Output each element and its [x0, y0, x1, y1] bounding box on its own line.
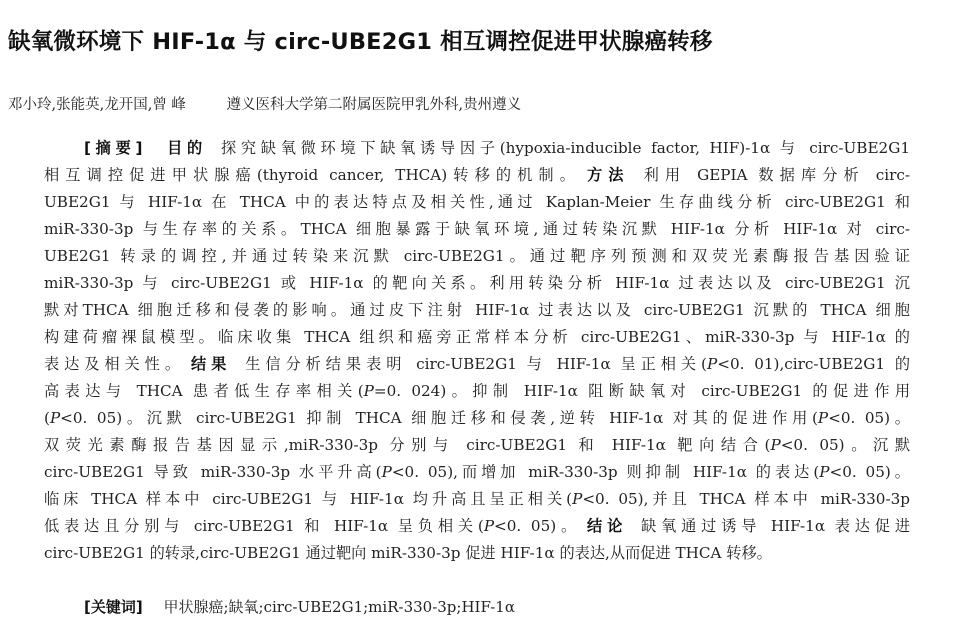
- abstract-text: UBE2G1 与 HIF-1α 在 THCA 中的表达特点及相关性,通过 Kaplan-Meier 生存曲线分析 circ-UBE2G1 和: [44, 193, 910, 211]
- abstract-line: [44, 270, 910, 297]
- abstract-line: [44, 378, 910, 405]
- abstract-text: 生信分析结果表明 circ-UBE2G1 与 HIF-1α 呈正相关(: [245, 355, 707, 373]
- section-heading: 目的: [162, 139, 207, 157]
- section-heading: 结果: [190, 355, 232, 373]
- stat-symbol: P: [819, 463, 830, 481]
- abstract-text: 构建荷瘤裸鼠模型。临床收集 THCA 组织和癌旁正常样本分析 circ-UBE2G1、miR-330-3p 与 HIF-1α 的: [44, 328, 910, 346]
- abstract-text: 缺氧通过诱导 HIF-1α 表达促进: [641, 517, 911, 535]
- abstract-line: [44, 432, 910, 459]
- abstract-line: [44, 243, 910, 270]
- abstract-line: [44, 513, 910, 540]
- abstract-text: 探究缺氧微环境下缺氧诱导因子(hypoxia-inducible factor, HIF)-1α 与 circ-UBE2G1: [220, 139, 910, 157]
- abstract-text: <0. 01),circ-UBE2G1 的: [717, 355, 911, 373]
- section-heading: 结论: [587, 517, 628, 535]
- abstract-text: 相互调控促进甲状腺癌(thyroid cancer, THCA)转移的机制。: [44, 166, 581, 184]
- abstract-line: [44, 486, 910, 513]
- keywords-line: [84, 596, 924, 617]
- abstract-text: (: [44, 409, 50, 427]
- abstract-line: [44, 540, 910, 567]
- abstract-text: 默对THCA 细胞迁移和侵袭的影响。通过皮下注射 HIF-1α 过表达以及 circ-UBE2G1 沉默的 THCA 细胞: [44, 301, 910, 319]
- abstract-line: [44, 324, 910, 351]
- abstract-text: miR-330-3p 与 circ-UBE2G1 或 HIF-1α 的靶向关系。利用转染分析 HIF-1α 过表达以及 circ-UBE2G1 沉: [44, 274, 910, 292]
- abstract-text: <0. 05),而增加 miR-330-3p 则抑制 HIF-1α 的表达(: [391, 463, 820, 481]
- abstract-text: 低表达且分别与 circ-UBE2G1 和 HIF-1α 呈负相关(: [44, 517, 484, 535]
- abstract-text: =0. 024)。抑制 HIF-1α 阻断缺氧对 circ-UBE2G1 的促进作用: [373, 382, 911, 400]
- abstract-text: 临床 THCA 样本中 circ-UBE2G1 与 HIF-1α 均升高且呈正相关(: [44, 490, 573, 508]
- author-names: 邓小玲,张能英,龙开国,曾 峰: [8, 97, 186, 113]
- abstract-text: <0. 05)。: [828, 409, 910, 427]
- abstract-line: [44, 297, 910, 324]
- abstract-line: [44, 162, 910, 189]
- paper-title: 缺氧微环境下 HIF-1α 与 circ-UBE2G1 相互调控促进甲状腺癌转移: [8, 29, 713, 55]
- keywords-label: [关键词]: [84, 598, 143, 616]
- abstract-line: [44, 459, 910, 486]
- stat-symbol: P: [770, 436, 781, 454]
- abstract-text: 双荧光素酶报告基因显示,miR-330-3p 分别与 circ-UBE2G1 和 HIF-1α 靶向结合(: [44, 436, 771, 454]
- stat-symbol: P: [49, 409, 61, 427]
- abstract-text: 表达及相关性。: [44, 355, 185, 373]
- abstract-text: miR-330-3p 与生存率的关系。THCA 细胞暴露于缺氧环境,通过转染沉默 HIF-1α 分析 HIF-1α 对 circ-: [44, 220, 910, 238]
- abstract-text: circ-UBE2G1 导致 miR-330-3p 水平升高(: [44, 463, 382, 481]
- abstract-text: <0. 05)。: [829, 463, 910, 481]
- stat-symbol: P: [572, 490, 583, 508]
- abstract-line: [44, 351, 910, 378]
- stat-symbol: P: [363, 382, 374, 400]
- abstract-text: <0. 05)。沉默: [780, 436, 911, 454]
- abstract-text: <0. 05)。: [494, 517, 582, 535]
- abstract-text: circ-UBE2G1 的转录,circ-UBE2G1 通过靶向 miR-330-3p 促进 HIF-1α 的表达,从而促进 THCA 转移。: [44, 544, 772, 562]
- abstract-line: [44, 405, 910, 432]
- author-line: [8, 93, 958, 114]
- section-heading: 方法: [587, 166, 630, 184]
- abstract-line: [44, 216, 910, 243]
- abstract-text: <0. 05),并且 THCA 样本中 miR-330-3p: [582, 490, 910, 508]
- stat-symbol: P: [483, 517, 495, 535]
- keywords-text: 甲状腺癌;缺氧;circ-UBE2G1;miR-330-3p;HIF-1α: [163, 598, 515, 616]
- stat-symbol: P: [817, 409, 829, 427]
- abstract-label: [摘要]: [84, 139, 143, 157]
- abstract-line: [44, 189, 910, 216]
- abstract-body: [44, 135, 910, 567]
- abstract-text: 利用 GEPIA 数据库分析 circ-: [643, 166, 911, 184]
- abstract-text: 高表达与 THCA 患者低生存率相关(: [44, 382, 364, 400]
- affiliation: 遵义医科大学第二附属医院甲乳外科,贵州遵义: [226, 97, 522, 113]
- stat-symbol: P: [706, 355, 718, 373]
- abstract-line: [44, 135, 910, 162]
- stat-symbol: P: [381, 463, 392, 481]
- abstract-text: <0. 05)。沉默 circ-UBE2G1 抑制 THCA 细胞迁移和侵袭,逆转 HIF-1α 对其的促进作用(: [60, 409, 818, 427]
- abstract-text: UBE2G1 转录的调控,并通过转染来沉默 circ-UBE2G1。通过靶序列预测和双荧光素酶报告基因验证: [44, 247, 910, 265]
